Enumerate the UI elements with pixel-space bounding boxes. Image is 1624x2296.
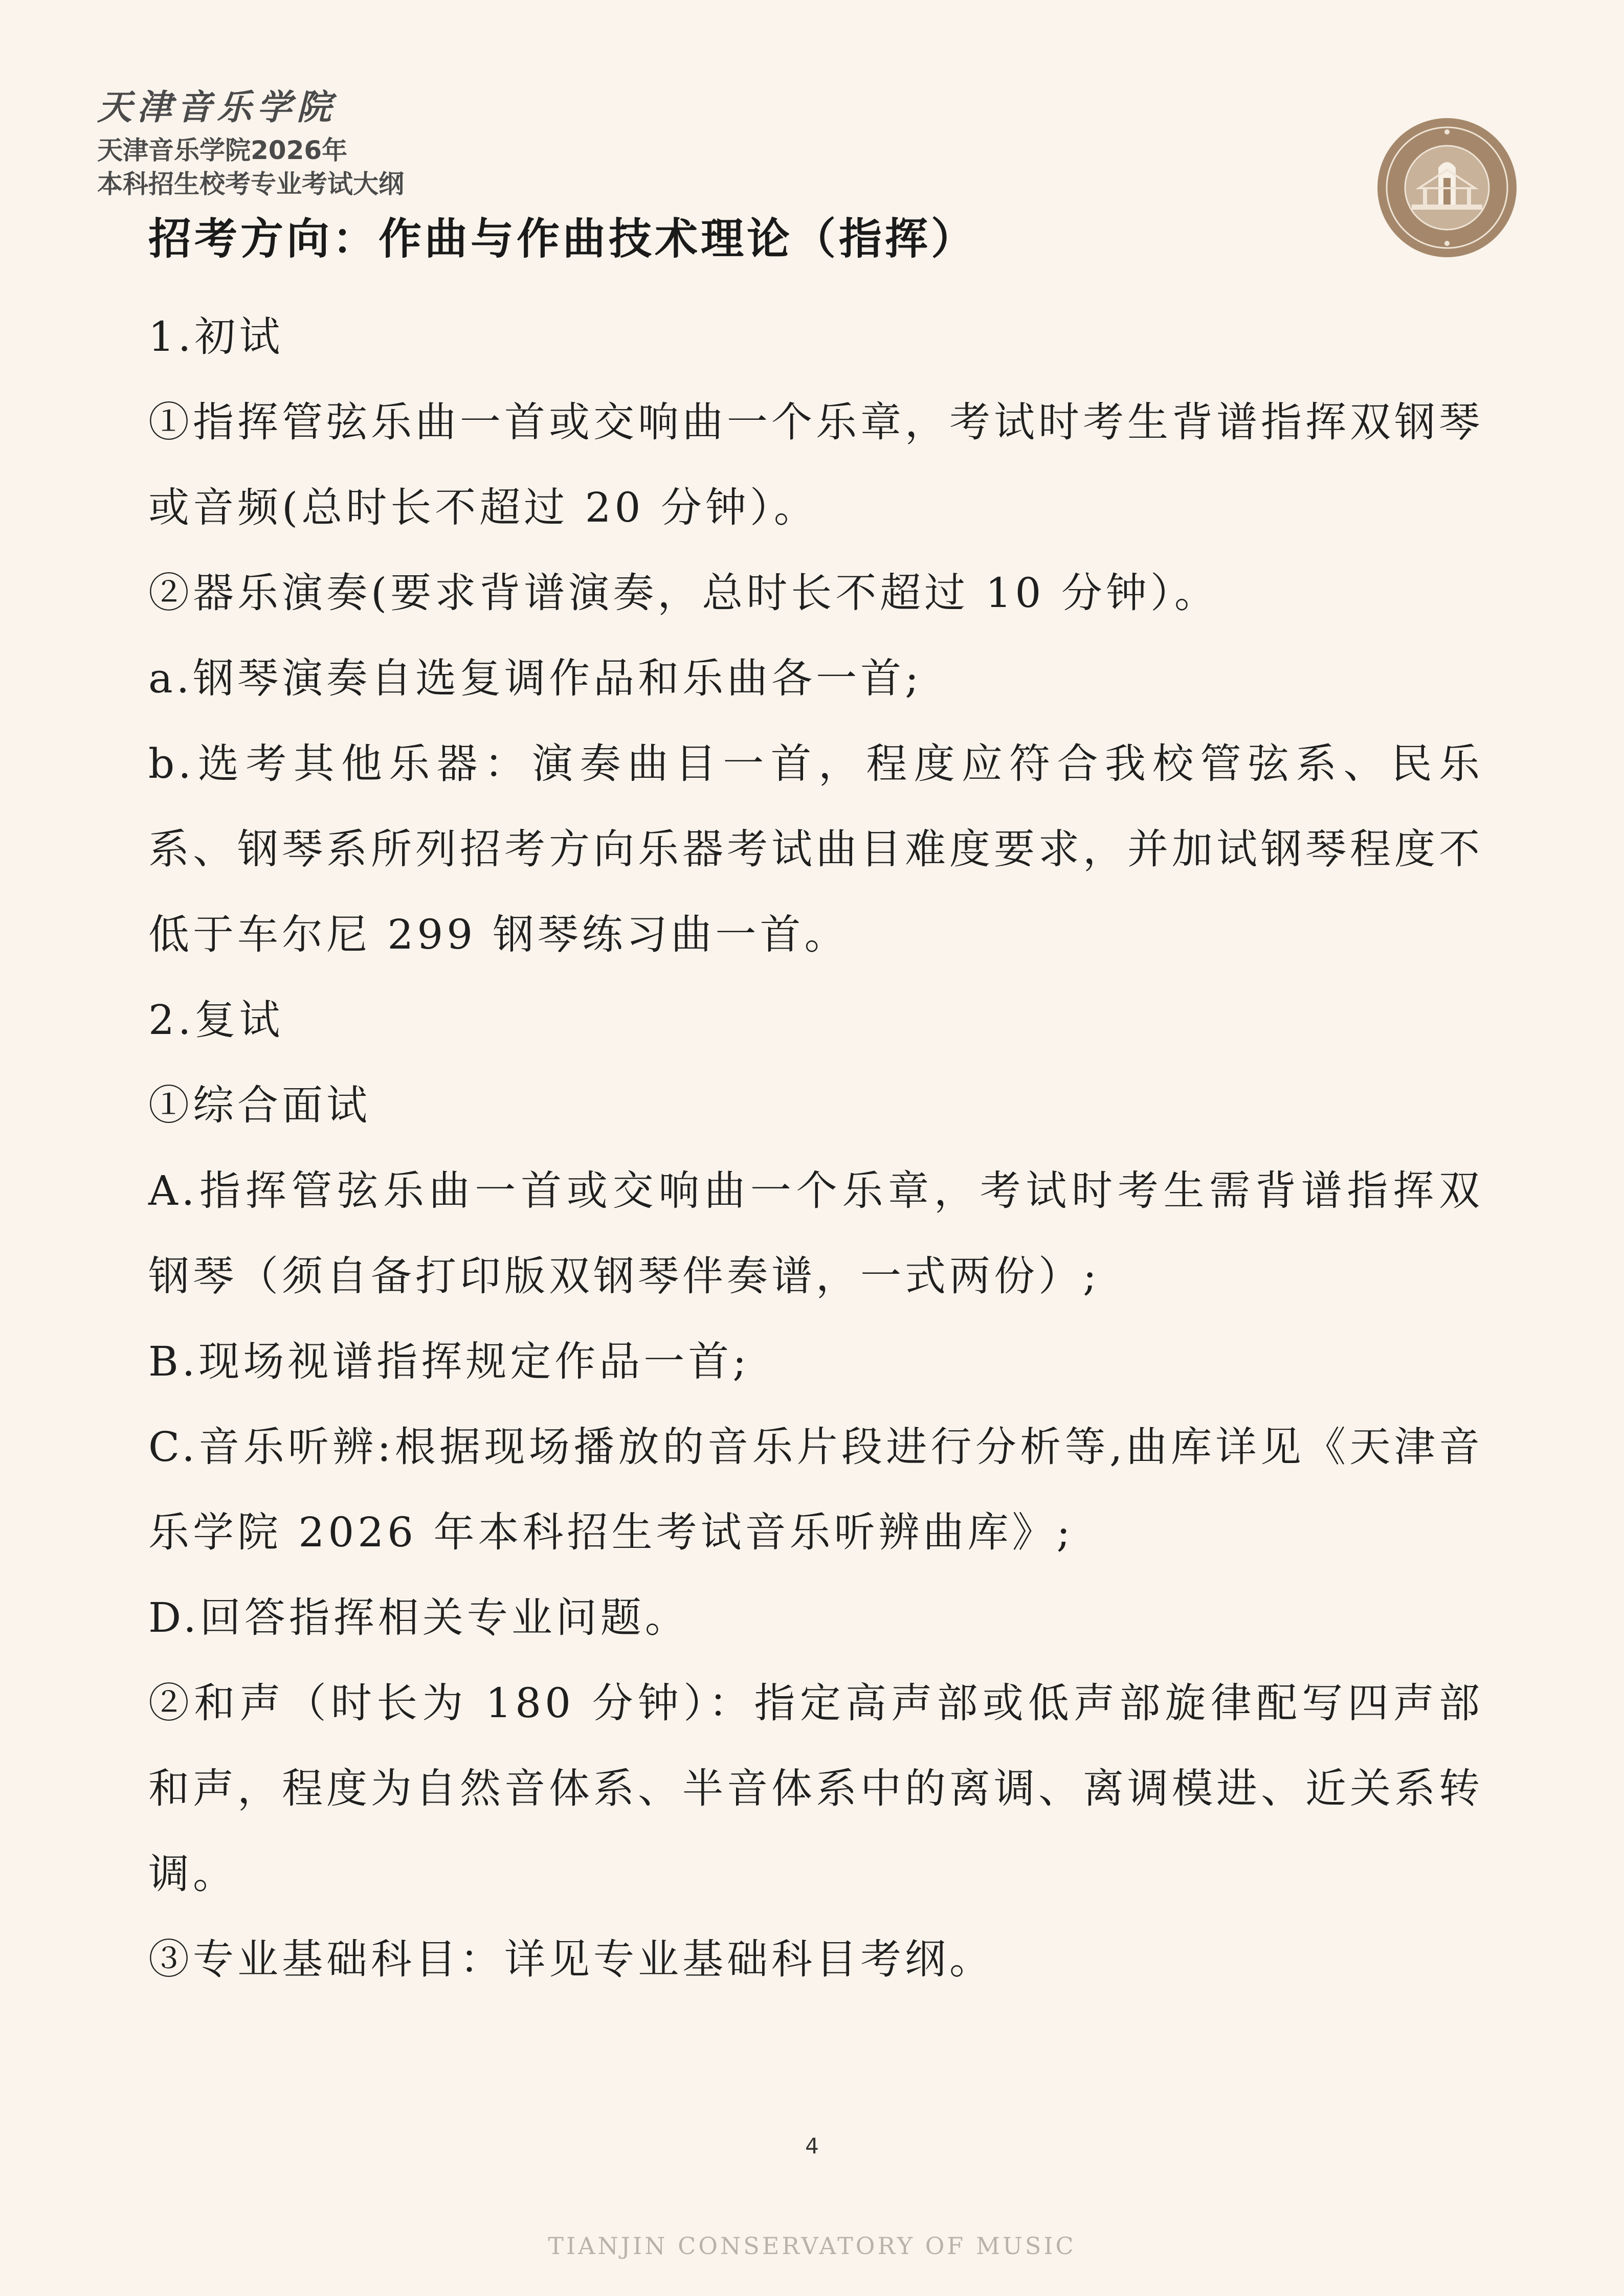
section-heading-preliminary: 1.初试 xyxy=(148,313,284,361)
page-number: 4 xyxy=(805,2133,819,2158)
conservatory-logo-text: 天津音乐学院 xyxy=(97,87,337,128)
paragraph: a.钢琴演奏自选复调作品和乐曲各一首; xyxy=(148,655,923,702)
conservatory-seal-icon xyxy=(1376,117,1518,259)
paragraph: ②器乐演奏(要求背谱演奏，总时长不超过 10 分钟）。 xyxy=(148,569,1219,617)
paragraph: A.指挥管弦乐曲一首或交响曲一个乐章，考试时考生需背谱指挥双钢琴（须自备打印版双钢琴伴奏谱，一式两份）; xyxy=(148,1167,1483,1300)
paragraph: ①综合面试 xyxy=(148,1082,371,1129)
document-body xyxy=(148,294,1483,2002)
header-line-1: 天津音乐学院2026年 xyxy=(97,136,348,165)
paragraph: C.音乐听辨:根据现场播放的音乐片段进行分析等,曲库详见《天津音乐学院 2026 年本科招生考试音乐听辨曲库》; xyxy=(148,1423,1483,1556)
paragraph: b.选考其他乐器：演奏曲目一首，程度应符合我校管弦系、民乐系、钢琴系所列招考方向乐器考试曲目难度要求，并加试钢琴程度不低于车尔尼 299 钢琴练习曲一首。 xyxy=(148,740,1483,958)
paragraph: B.现场视谱指挥规定作品一首; xyxy=(148,1338,750,1385)
header-line-2: 本科招生校考专业考试大纲 xyxy=(97,169,404,199)
page-title: 招考方向：作曲与作曲技术理论（指挥） xyxy=(148,214,977,264)
document-header xyxy=(97,84,558,201)
paragraph: D.回答指挥相关专业问题。 xyxy=(148,1594,689,1641)
section-heading-second-round: 2.复试 xyxy=(148,996,284,1044)
paragraph: ②和声（时长为 180 分钟）：指定高声部或低声部旋律配写四声部和声，程度为自然音体系、半音体系中的离调、离调模进、近关系转调。 xyxy=(148,1679,1483,1898)
paragraph: ③专业基础科目：详见专业基础科目考纲。 xyxy=(148,1935,994,1983)
footer-text: TIANJIN CONSERVATORY OF MUSIC xyxy=(548,2232,1076,2260)
paragraph: ①指挥管弦乐曲一首或交响曲一个乐章，考试时考生背谱指挥双钢琴或音频(总时长不超过 20 分钟）。 xyxy=(148,398,1483,531)
